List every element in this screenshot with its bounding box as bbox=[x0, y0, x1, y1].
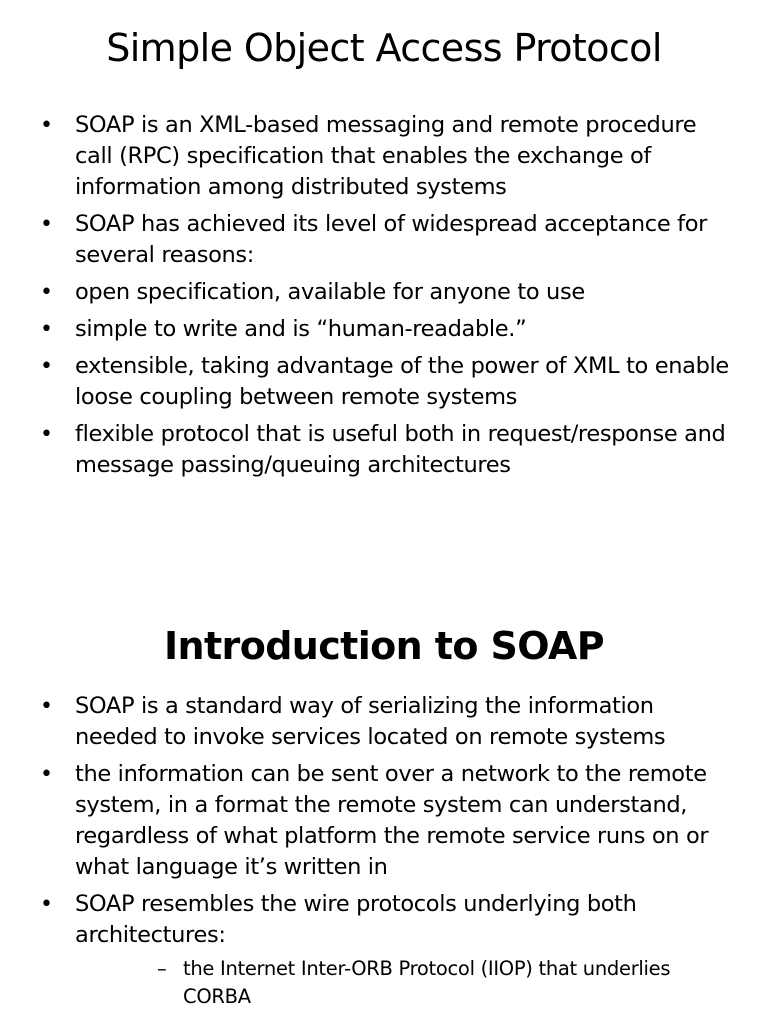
list-item bbox=[0, 889, 768, 1011]
list-item bbox=[0, 759, 768, 883]
bullet-marker: • bbox=[40, 422, 53, 447]
sub-bullet-text: the Internet Inter-ORB Protocol (IIOP) that underlies CORBA bbox=[183, 957, 671, 1008]
list-item bbox=[0, 691, 768, 753]
list-item bbox=[0, 351, 768, 413]
bullet-marker: • bbox=[40, 280, 53, 305]
bullet-text: SOAP resembles the wire protocols underlying both architectures: bbox=[75, 891, 637, 948]
bullet-text: the information can be sent over a network to the remote system, in a format the remote system can understand, regardless of what platform the remote service runs on or what language it’s written in bbox=[75, 761, 709, 880]
bullet-text: SOAP has achieved its level of widespread acceptance for several reasons: bbox=[75, 211, 708, 268]
bullet-text: SOAP is an XML-based messaging and remote procedure call (RPC) specification that enables the exchange of information among distributed systems bbox=[75, 112, 697, 200]
slide-title: Simple Object Access Protocol bbox=[106, 26, 662, 70]
bullet-text: open specification, available for anyone to use bbox=[75, 279, 585, 305]
sub-bullet-marker: – bbox=[157, 957, 167, 980]
bullet-text: simple to write and is “human-readable.” bbox=[75, 316, 527, 342]
bullet-marker: • bbox=[40, 694, 53, 719]
bullet-text: extensible, taking advantage of the power of XML to enable loose coupling between remote systems bbox=[75, 353, 729, 410]
list-item bbox=[0, 277, 768, 308]
bullet-marker: • bbox=[40, 317, 53, 342]
sub-bullet-list bbox=[75, 955, 740, 1011]
bullet-list bbox=[0, 110, 768, 481]
bullet-marker: • bbox=[40, 892, 53, 917]
list-item bbox=[0, 314, 768, 345]
sub-list-item bbox=[75, 955, 740, 1011]
list-item bbox=[0, 419, 768, 481]
bullet-marker: • bbox=[40, 354, 53, 379]
slide-simple-object-access-protocol bbox=[0, 22, 768, 487]
bullet-marker: • bbox=[40, 113, 53, 138]
bullet-text: SOAP is a standard way of serializing the information needed to invoke services located on remote systems bbox=[75, 693, 666, 750]
bullet-text: flexible protocol that is useful both in request/response and message passing/queuing architectures bbox=[75, 421, 726, 478]
slide-title: Introduction to SOAP bbox=[164, 624, 604, 668]
bullet-list bbox=[0, 691, 768, 1011]
list-item bbox=[0, 110, 768, 203]
bullet-marker: • bbox=[40, 762, 53, 787]
list-item bbox=[0, 209, 768, 271]
bullet-marker: • bbox=[40, 212, 53, 237]
slide-introduction-to-soap bbox=[0, 620, 768, 1017]
